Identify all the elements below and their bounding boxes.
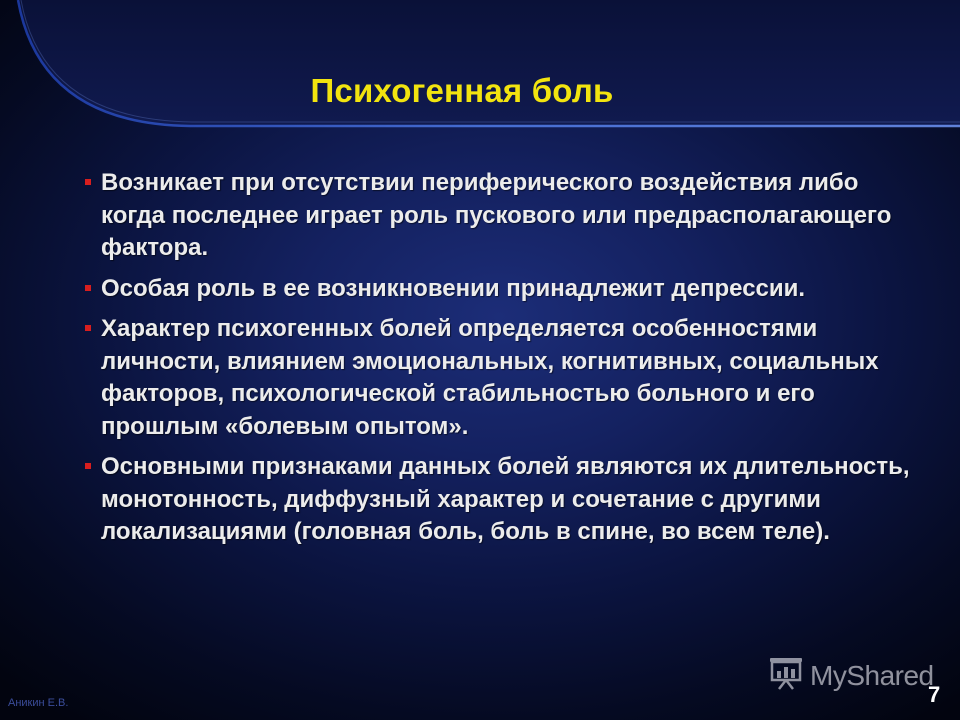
presentation-board-icon [768,656,804,695]
author-footer: Аникин Е.В. [8,697,69,709]
bullet-text: Основными признаками данных болей являются их длительность, монотонность, диффузный характер и сочетание с другими локализациями (головная боль, боль в спине, во всем теле). [101,453,910,545]
watermark-text: MyShared [810,659,934,691]
header-band [0,0,960,140]
bullet-list [80,167,910,557]
bullet-square-icon [85,285,91,291]
bullet-text: Особая роль в ее возникновении принадлежит депрессии. [101,274,806,302]
bullet-item [80,167,910,265]
slide-title: Психогенная боль [310,72,614,109]
bullet-square-icon [85,179,91,185]
page-number: 7 [928,682,941,707]
bullet-item [80,273,910,306]
bullet-square-icon [85,463,91,469]
watermark[interactable] [768,656,934,695]
bullet-text: Характер психогенных болей определяется особенностями личности, влиянием эмоциональных, когнитивных, социальных факторов, психологической стабильностью больного и его прошлым «болевым опытом». [101,315,879,440]
bullet-square-icon [85,325,91,331]
bullet-text: Возникает при отсутствии периферического воздействия либо когда последнее играет роль пускового или предрасполагающего фактора. [101,169,892,261]
bullet-item [80,313,910,443]
bullet-item [80,451,910,549]
